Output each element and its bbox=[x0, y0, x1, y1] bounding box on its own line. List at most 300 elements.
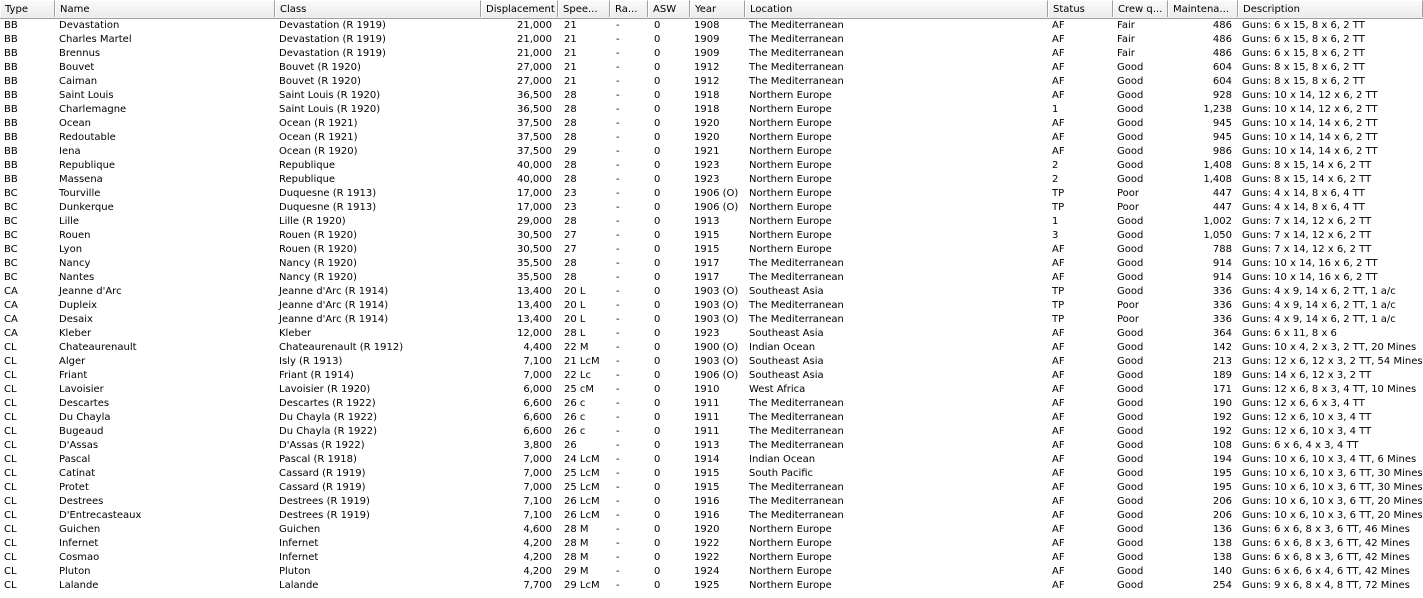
cell-status: TP bbox=[1052, 202, 1065, 213]
table-row[interactable] bbox=[0, 61, 1423, 75]
cell-displacement: 4,400 bbox=[523, 342, 552, 353]
cell-class: Bouvet (R 1920) bbox=[279, 62, 361, 73]
cell-range: - bbox=[616, 286, 620, 297]
cell-crew-quality: Good bbox=[1117, 580, 1144, 591]
cell-displacement: 37,500 bbox=[517, 118, 552, 129]
cell-range: - bbox=[616, 538, 620, 549]
table-row[interactable] bbox=[0, 243, 1423, 257]
table-row[interactable] bbox=[0, 47, 1423, 61]
cell-asw: 0 bbox=[654, 370, 661, 381]
cell-class: Cassard (R 1919) bbox=[279, 482, 366, 493]
cell-speed: 21 LcM bbox=[564, 356, 600, 367]
cell-type: CL bbox=[4, 496, 17, 507]
cell-displacement: 29,000 bbox=[517, 216, 552, 227]
cell-asw: 0 bbox=[654, 468, 661, 479]
cell-description: Guns: 7 x 14, 12 x 6, 2 TT bbox=[1242, 230, 1372, 241]
cell-status: AF bbox=[1052, 398, 1065, 409]
cell-displacement: 21,000 bbox=[517, 20, 552, 31]
cell-class: Rouen (R 1920) bbox=[279, 244, 358, 255]
cell-speed: 28 M bbox=[564, 524, 589, 535]
cell-range: - bbox=[616, 34, 620, 45]
cell-location: Southeast Asia bbox=[749, 328, 824, 339]
cell-displacement: 30,500 bbox=[517, 244, 552, 255]
cell-location: The Mediterranean bbox=[749, 412, 844, 423]
cell-range: - bbox=[616, 160, 620, 171]
cell-status: AF bbox=[1052, 426, 1065, 437]
cell-crew-quality: Poor bbox=[1117, 202, 1140, 213]
cell-type: CL bbox=[4, 468, 17, 479]
cell-location: Northern Europe bbox=[749, 174, 832, 185]
cell-description: Guns: 6 x 6, 8 x 3, 6 TT, 42 Mines bbox=[1242, 552, 1410, 563]
cell-year: 1909 bbox=[694, 48, 720, 59]
cell-year: 1914 bbox=[694, 454, 720, 465]
cell-maintenance: 1,002 bbox=[1203, 216, 1232, 227]
cell-asw: 0 bbox=[654, 118, 661, 129]
cell-asw: 0 bbox=[654, 440, 661, 451]
cell-crew-quality: Good bbox=[1117, 482, 1144, 493]
cell-maintenance: 945 bbox=[1212, 118, 1232, 129]
cell-location: Indian Ocean bbox=[749, 342, 816, 353]
table-row[interactable] bbox=[0, 89, 1423, 103]
cell-year: 1923 bbox=[694, 174, 720, 185]
cell-description: Guns: 14 x 6, 12 x 3, 2 TT bbox=[1242, 370, 1372, 381]
cell-crew-quality: Good bbox=[1117, 104, 1144, 115]
cell-crew-quality: Good bbox=[1117, 468, 1144, 479]
cell-location: Northern Europe bbox=[749, 216, 832, 227]
table-row[interactable] bbox=[0, 103, 1423, 117]
cell-crew-quality: Good bbox=[1117, 160, 1144, 171]
cell-displacement: 13,400 bbox=[517, 300, 552, 311]
cell-location: The Mediterranean bbox=[749, 496, 844, 507]
cell-range: - bbox=[616, 496, 620, 507]
table-row[interactable] bbox=[0, 215, 1423, 229]
cell-name: Nantes bbox=[59, 272, 95, 283]
table-row[interactable] bbox=[0, 355, 1423, 369]
cell-maintenance: 194 bbox=[1212, 454, 1232, 465]
cell-description: Guns: 12 x 6, 10 x 3, 4 TT bbox=[1242, 412, 1372, 423]
cell-range: - bbox=[616, 76, 620, 87]
cell-type: BB bbox=[4, 62, 18, 73]
cell-crew-quality: Good bbox=[1117, 552, 1144, 563]
cell-class: Destrees (R 1919) bbox=[279, 496, 370, 507]
cell-maintenance: 945 bbox=[1212, 132, 1232, 143]
cell-type: BC bbox=[4, 230, 18, 241]
table-row[interactable] bbox=[0, 523, 1423, 537]
cell-year: 1918 bbox=[694, 104, 720, 115]
table-row[interactable] bbox=[0, 229, 1423, 243]
cell-asw: 0 bbox=[654, 174, 661, 185]
cell-speed: 26 c bbox=[564, 412, 586, 423]
cell-status: AF bbox=[1052, 76, 1065, 87]
cell-year: 1922 bbox=[694, 552, 720, 563]
cell-maintenance: 254 bbox=[1212, 580, 1232, 591]
cell-speed: 28 L bbox=[564, 328, 586, 339]
cell-year: 1920 bbox=[694, 118, 720, 129]
cell-crew-quality: Good bbox=[1117, 62, 1144, 73]
cell-speed: 24 LcM bbox=[564, 454, 600, 465]
cell-name: Infernet bbox=[59, 538, 99, 549]
header-status[interactable]: Status bbox=[1048, 0, 1113, 17]
cell-name: Devastation bbox=[59, 20, 120, 31]
cell-status: AF bbox=[1052, 132, 1065, 143]
cell-maintenance: 336 bbox=[1212, 300, 1232, 311]
cell-speed: 28 bbox=[564, 258, 577, 269]
cell-status: AF bbox=[1052, 90, 1065, 101]
cell-crew-quality: Good bbox=[1117, 538, 1144, 549]
cell-crew-quality: Good bbox=[1117, 230, 1144, 241]
cell-range: - bbox=[616, 412, 620, 423]
cell-speed: 28 bbox=[564, 216, 577, 227]
cell-class: D'Assas (R 1922) bbox=[279, 440, 365, 451]
cell-type: BB bbox=[4, 132, 18, 143]
table-row[interactable] bbox=[0, 551, 1423, 565]
cell-class: Isly (R 1913) bbox=[279, 356, 343, 367]
cell-maintenance: 604 bbox=[1212, 62, 1232, 73]
cell-range: - bbox=[616, 468, 620, 479]
cell-location: West Africa bbox=[749, 384, 806, 395]
cell-name: Jeanne d'Arc bbox=[59, 286, 122, 297]
cell-type: CL bbox=[4, 482, 17, 493]
table-row[interactable] bbox=[0, 131, 1423, 145]
cell-status: AF bbox=[1052, 384, 1065, 395]
cell-status: AF bbox=[1052, 244, 1065, 255]
cell-name: Redoutable bbox=[59, 132, 116, 143]
cell-maintenance: 190 bbox=[1212, 398, 1232, 409]
cell-description: Guns: 4 x 14, 8 x 6, 4 TT bbox=[1242, 188, 1365, 199]
cell-range: - bbox=[616, 580, 620, 591]
table-row[interactable] bbox=[0, 565, 1423, 579]
cell-range: - bbox=[616, 440, 620, 451]
header-displacement[interactable]: Displacement bbox=[481, 0, 558, 17]
cell-year: 1921 bbox=[694, 146, 720, 157]
cell-speed: 25 LcM bbox=[564, 482, 600, 493]
table-row[interactable] bbox=[0, 537, 1423, 551]
header-type[interactable]: Type bbox=[0, 0, 55, 17]
cell-speed: 28 bbox=[564, 132, 577, 143]
table-row[interactable] bbox=[0, 313, 1423, 327]
table-row[interactable] bbox=[0, 467, 1423, 481]
cell-range: - bbox=[616, 454, 620, 465]
cell-type: BC bbox=[4, 272, 18, 283]
table-row[interactable] bbox=[0, 411, 1423, 425]
cell-maintenance: 108 bbox=[1212, 440, 1232, 451]
cell-maintenance: 447 bbox=[1212, 202, 1232, 213]
cell-type: BC bbox=[4, 202, 18, 213]
cell-class: Lavoisier (R 1920) bbox=[279, 384, 371, 395]
cell-year: 1906 (O) bbox=[694, 202, 739, 213]
cell-maintenance: 364 bbox=[1212, 328, 1232, 339]
cell-description: Guns: 4 x 9, 14 x 6, 2 TT, 1 a/c bbox=[1242, 286, 1396, 297]
cell-range: - bbox=[616, 104, 620, 115]
cell-type: CL bbox=[4, 398, 17, 409]
table-row[interactable] bbox=[0, 201, 1423, 215]
table-row[interactable] bbox=[0, 383, 1423, 397]
cell-type: BB bbox=[4, 48, 18, 59]
cell-description: Guns: 6 x 6, 8 x 3, 6 TT, 46 Mines bbox=[1242, 524, 1410, 535]
table-row[interactable] bbox=[0, 453, 1423, 467]
header-range[interactable]: Ra... bbox=[610, 0, 648, 17]
cell-name: Brennus bbox=[59, 48, 101, 59]
header-crew-quality[interactable]: Crew q... bbox=[1113, 0, 1168, 17]
cell-type: CA bbox=[4, 286, 18, 297]
cell-range: - bbox=[616, 566, 620, 577]
cell-name: Republique bbox=[59, 160, 116, 171]
cell-description: Guns: 10 x 6, 10 x 3, 6 TT, 30 Mines bbox=[1242, 482, 1423, 493]
cell-speed: 21 bbox=[564, 20, 577, 31]
header-speed[interactable]: Spee... bbox=[558, 0, 610, 17]
cell-status: AF bbox=[1052, 146, 1065, 157]
cell-status: AF bbox=[1052, 34, 1065, 45]
cell-class: Guichen bbox=[279, 524, 321, 535]
cell-description: Guns: 6 x 11, 8 x 6 bbox=[1242, 328, 1337, 339]
header-name[interactable]: Name bbox=[55, 0, 275, 17]
cell-year: 1912 bbox=[694, 62, 720, 73]
cell-crew-quality: Good bbox=[1117, 76, 1144, 87]
cell-class: Saint Louis (R 1920) bbox=[279, 104, 381, 115]
cell-type: BB bbox=[4, 90, 18, 101]
cell-class: Cassard (R 1919) bbox=[279, 468, 366, 479]
table-row[interactable] bbox=[0, 439, 1423, 453]
cell-type: BB bbox=[4, 146, 18, 157]
cell-location: Northern Europe bbox=[749, 104, 832, 115]
cell-name: Massena bbox=[59, 174, 103, 185]
table-row[interactable] bbox=[0, 271, 1423, 285]
cell-year: 1906 (O) bbox=[694, 370, 739, 381]
cell-maintenance: 336 bbox=[1212, 286, 1232, 297]
table-row[interactable] bbox=[0, 145, 1423, 159]
cell-location: Northern Europe bbox=[749, 524, 832, 535]
cell-year: 1906 (O) bbox=[694, 188, 739, 199]
table-row[interactable] bbox=[0, 397, 1423, 411]
table-row[interactable] bbox=[0, 19, 1423, 33]
cell-range: - bbox=[616, 398, 620, 409]
cell-maintenance: 486 bbox=[1212, 48, 1232, 59]
cell-asw: 0 bbox=[654, 160, 661, 171]
cell-name: Desaix bbox=[59, 314, 93, 325]
cell-crew-quality: Good bbox=[1117, 146, 1144, 157]
header-location[interactable]: Location bbox=[745, 0, 1048, 17]
cell-speed: 29 bbox=[564, 146, 577, 157]
cell-class: Jeanne d'Arc (R 1914) bbox=[279, 286, 389, 297]
cell-asw: 0 bbox=[654, 216, 661, 227]
cell-class: Republique bbox=[279, 160, 336, 171]
cell-crew-quality: Fair bbox=[1117, 20, 1135, 31]
cell-description: Guns: 10 x 14, 16 x 6, 2 TT bbox=[1242, 258, 1378, 269]
cell-type: CL bbox=[4, 454, 17, 465]
cell-type: CL bbox=[4, 412, 17, 423]
cell-displacement: 13,400 bbox=[517, 314, 552, 325]
cell-type: BC bbox=[4, 188, 18, 199]
cell-class: Devastation (R 1919) bbox=[279, 20, 386, 31]
cell-description: Guns: 12 x 6, 8 x 3, 4 TT, 10 Mines bbox=[1242, 384, 1417, 395]
cell-location: The Mediterranean bbox=[749, 62, 844, 73]
cell-crew-quality: Good bbox=[1117, 412, 1144, 423]
cell-location: Northern Europe bbox=[749, 566, 832, 577]
cell-status: AF bbox=[1052, 342, 1065, 353]
table-row[interactable] bbox=[0, 173, 1423, 187]
header-description[interactable]: Description bbox=[1238, 0, 1423, 17]
cell-range: - bbox=[616, 90, 620, 101]
cell-status: AF bbox=[1052, 48, 1065, 59]
cell-range: - bbox=[616, 216, 620, 227]
cell-class: Pluton bbox=[279, 566, 311, 577]
cell-year: 1903 (O) bbox=[694, 286, 739, 297]
cell-asw: 0 bbox=[654, 384, 661, 395]
cell-name: Iena bbox=[59, 146, 81, 157]
cell-type: CL bbox=[4, 510, 17, 521]
cell-name: Bouvet bbox=[59, 62, 95, 73]
cell-year: 1911 bbox=[694, 412, 720, 423]
cell-crew-quality: Good bbox=[1117, 258, 1144, 269]
cell-speed: 28 bbox=[564, 104, 577, 115]
cell-range: - bbox=[616, 62, 620, 73]
cell-class: Ocean (R 1920) bbox=[279, 146, 358, 157]
cell-range: - bbox=[616, 118, 620, 129]
cell-crew-quality: Poor bbox=[1117, 188, 1140, 199]
cell-name: Rouen bbox=[59, 230, 91, 241]
cell-status: AF bbox=[1052, 580, 1065, 591]
cell-range: - bbox=[616, 188, 620, 199]
cell-crew-quality: Good bbox=[1117, 496, 1144, 507]
cell-maintenance: 788 bbox=[1212, 244, 1232, 255]
cell-status: 3 bbox=[1052, 230, 1059, 241]
cell-range: - bbox=[616, 482, 620, 493]
table-row[interactable] bbox=[0, 75, 1423, 89]
table-row[interactable] bbox=[0, 369, 1423, 383]
table-row[interactable] bbox=[0, 495, 1423, 509]
cell-displacement: 3,800 bbox=[523, 440, 552, 451]
cell-location: Northern Europe bbox=[749, 146, 832, 157]
cell-maintenance: 604 bbox=[1212, 76, 1232, 87]
cell-displacement: 6,000 bbox=[523, 384, 552, 395]
cell-maintenance: 928 bbox=[1212, 90, 1232, 101]
cell-type: BB bbox=[4, 160, 18, 171]
cell-location: Indian Ocean bbox=[749, 454, 816, 465]
cell-status: AF bbox=[1052, 258, 1065, 269]
cell-speed: 23 bbox=[564, 202, 577, 213]
cell-class: Infernet bbox=[279, 538, 319, 549]
cell-description: Guns: 12 x 6, 10 x 3, 4 TT bbox=[1242, 426, 1372, 437]
cell-range: - bbox=[616, 146, 620, 157]
cell-name: Lille bbox=[59, 216, 80, 227]
cell-displacement: 27,000 bbox=[517, 76, 552, 87]
cell-speed: 21 bbox=[564, 76, 577, 87]
cell-range: - bbox=[616, 314, 620, 325]
cell-location: Northern Europe bbox=[749, 160, 832, 171]
cell-description: Guns: 10 x 6, 10 x 3, 6 TT, 30 Mines bbox=[1242, 468, 1423, 479]
cell-class: Saint Louis (R 1920) bbox=[279, 90, 381, 101]
cell-description: Guns: 10 x 14, 14 x 6, 2 TT bbox=[1242, 146, 1378, 157]
table-row[interactable] bbox=[0, 341, 1423, 355]
cell-location: Northern Europe bbox=[749, 90, 832, 101]
cell-displacement: 27,000 bbox=[517, 62, 552, 73]
cell-asw: 0 bbox=[654, 552, 661, 563]
cell-location: Northern Europe bbox=[749, 244, 832, 255]
header-asw[interactable]: ASW bbox=[648, 0, 690, 17]
cell-maintenance: 213 bbox=[1212, 356, 1232, 367]
header-class[interactable]: Class bbox=[275, 0, 481, 17]
table-row[interactable] bbox=[0, 257, 1423, 271]
cell-displacement: 7,100 bbox=[523, 496, 552, 507]
cell-displacement: 7,000 bbox=[523, 370, 552, 381]
cell-description: Guns: 10 x 6, 10 x 3, 6 TT, 20 Mines bbox=[1242, 496, 1423, 507]
cell-description: Guns: 10 x 6, 10 x 3, 6 TT, 20 Mines bbox=[1242, 510, 1423, 521]
cell-displacement: 21,000 bbox=[517, 48, 552, 59]
cell-year: 1925 bbox=[694, 580, 720, 591]
cell-speed: 26 LcM bbox=[564, 510, 600, 521]
cell-range: - bbox=[616, 510, 620, 521]
cell-speed: 29 LcM bbox=[564, 580, 600, 591]
cell-displacement: 4,200 bbox=[523, 552, 552, 563]
cell-description: Guns: 6 x 15, 8 x 6, 2 TT bbox=[1242, 34, 1365, 45]
cell-crew-quality: Good bbox=[1117, 328, 1144, 339]
cell-maintenance: 336 bbox=[1212, 314, 1232, 325]
cell-crew-quality: Good bbox=[1117, 90, 1144, 101]
cell-asw: 0 bbox=[654, 258, 661, 269]
cell-name: Nancy bbox=[59, 258, 91, 269]
table-row[interactable] bbox=[0, 117, 1423, 131]
cell-speed: 20 L bbox=[564, 300, 586, 311]
table-row[interactable] bbox=[0, 327, 1423, 341]
cell-status: TP bbox=[1052, 300, 1065, 311]
cell-year: 1917 bbox=[694, 272, 720, 283]
cell-displacement: 6,600 bbox=[523, 398, 552, 409]
cell-asw: 0 bbox=[654, 426, 661, 437]
cell-range: - bbox=[616, 356, 620, 367]
cell-status: AF bbox=[1052, 272, 1065, 283]
cell-description: Guns: 7 x 14, 12 x 6, 2 TT bbox=[1242, 216, 1372, 227]
cell-name: Saint Louis bbox=[59, 90, 114, 101]
cell-year: 1923 bbox=[694, 328, 720, 339]
cell-type: BB bbox=[4, 174, 18, 185]
cell-description: Guns: 10 x 14, 12 x 6, 2 TT bbox=[1242, 90, 1378, 101]
table-row[interactable] bbox=[0, 509, 1423, 523]
table-row[interactable] bbox=[0, 481, 1423, 495]
cell-class: Du Chayla (R 1922) bbox=[279, 426, 378, 437]
header-year[interactable]: Year bbox=[690, 0, 745, 17]
cell-displacement: 36,500 bbox=[517, 104, 552, 115]
cell-name: Lalande bbox=[59, 580, 99, 591]
cell-location: Northern Europe bbox=[749, 188, 832, 199]
table-row[interactable] bbox=[0, 187, 1423, 201]
cell-maintenance: 986 bbox=[1212, 146, 1232, 157]
header-maintenance[interactable]: Maintena... bbox=[1168, 0, 1238, 17]
table-row[interactable] bbox=[0, 299, 1423, 313]
cell-name: Dupleix bbox=[59, 300, 98, 311]
cell-range: - bbox=[616, 384, 620, 395]
cell-speed: 21 bbox=[564, 34, 577, 45]
cell-name: Chateaurenault bbox=[59, 342, 137, 353]
table-row[interactable] bbox=[0, 33, 1423, 47]
cell-location: The Mediterranean bbox=[749, 510, 844, 521]
cell-description: Guns: 8 x 15, 14 x 6, 2 TT bbox=[1242, 174, 1372, 185]
table-row[interactable] bbox=[0, 579, 1423, 593]
cell-location: The Mediterranean bbox=[749, 426, 844, 437]
table-row[interactable] bbox=[0, 159, 1423, 173]
table-row[interactable] bbox=[0, 285, 1423, 299]
cell-type: BB bbox=[4, 76, 18, 87]
cell-maintenance: 486 bbox=[1212, 34, 1232, 45]
cell-speed: 26 c bbox=[564, 426, 586, 437]
cell-location: Northern Europe bbox=[749, 552, 832, 563]
cell-asw: 0 bbox=[654, 20, 661, 31]
cell-maintenance: 195 bbox=[1212, 468, 1232, 479]
table-row[interactable] bbox=[0, 425, 1423, 439]
cell-asw: 0 bbox=[654, 272, 661, 283]
cell-year: 1911 bbox=[694, 398, 720, 409]
cell-crew-quality: Good bbox=[1117, 216, 1144, 227]
cell-status: AF bbox=[1052, 412, 1065, 423]
